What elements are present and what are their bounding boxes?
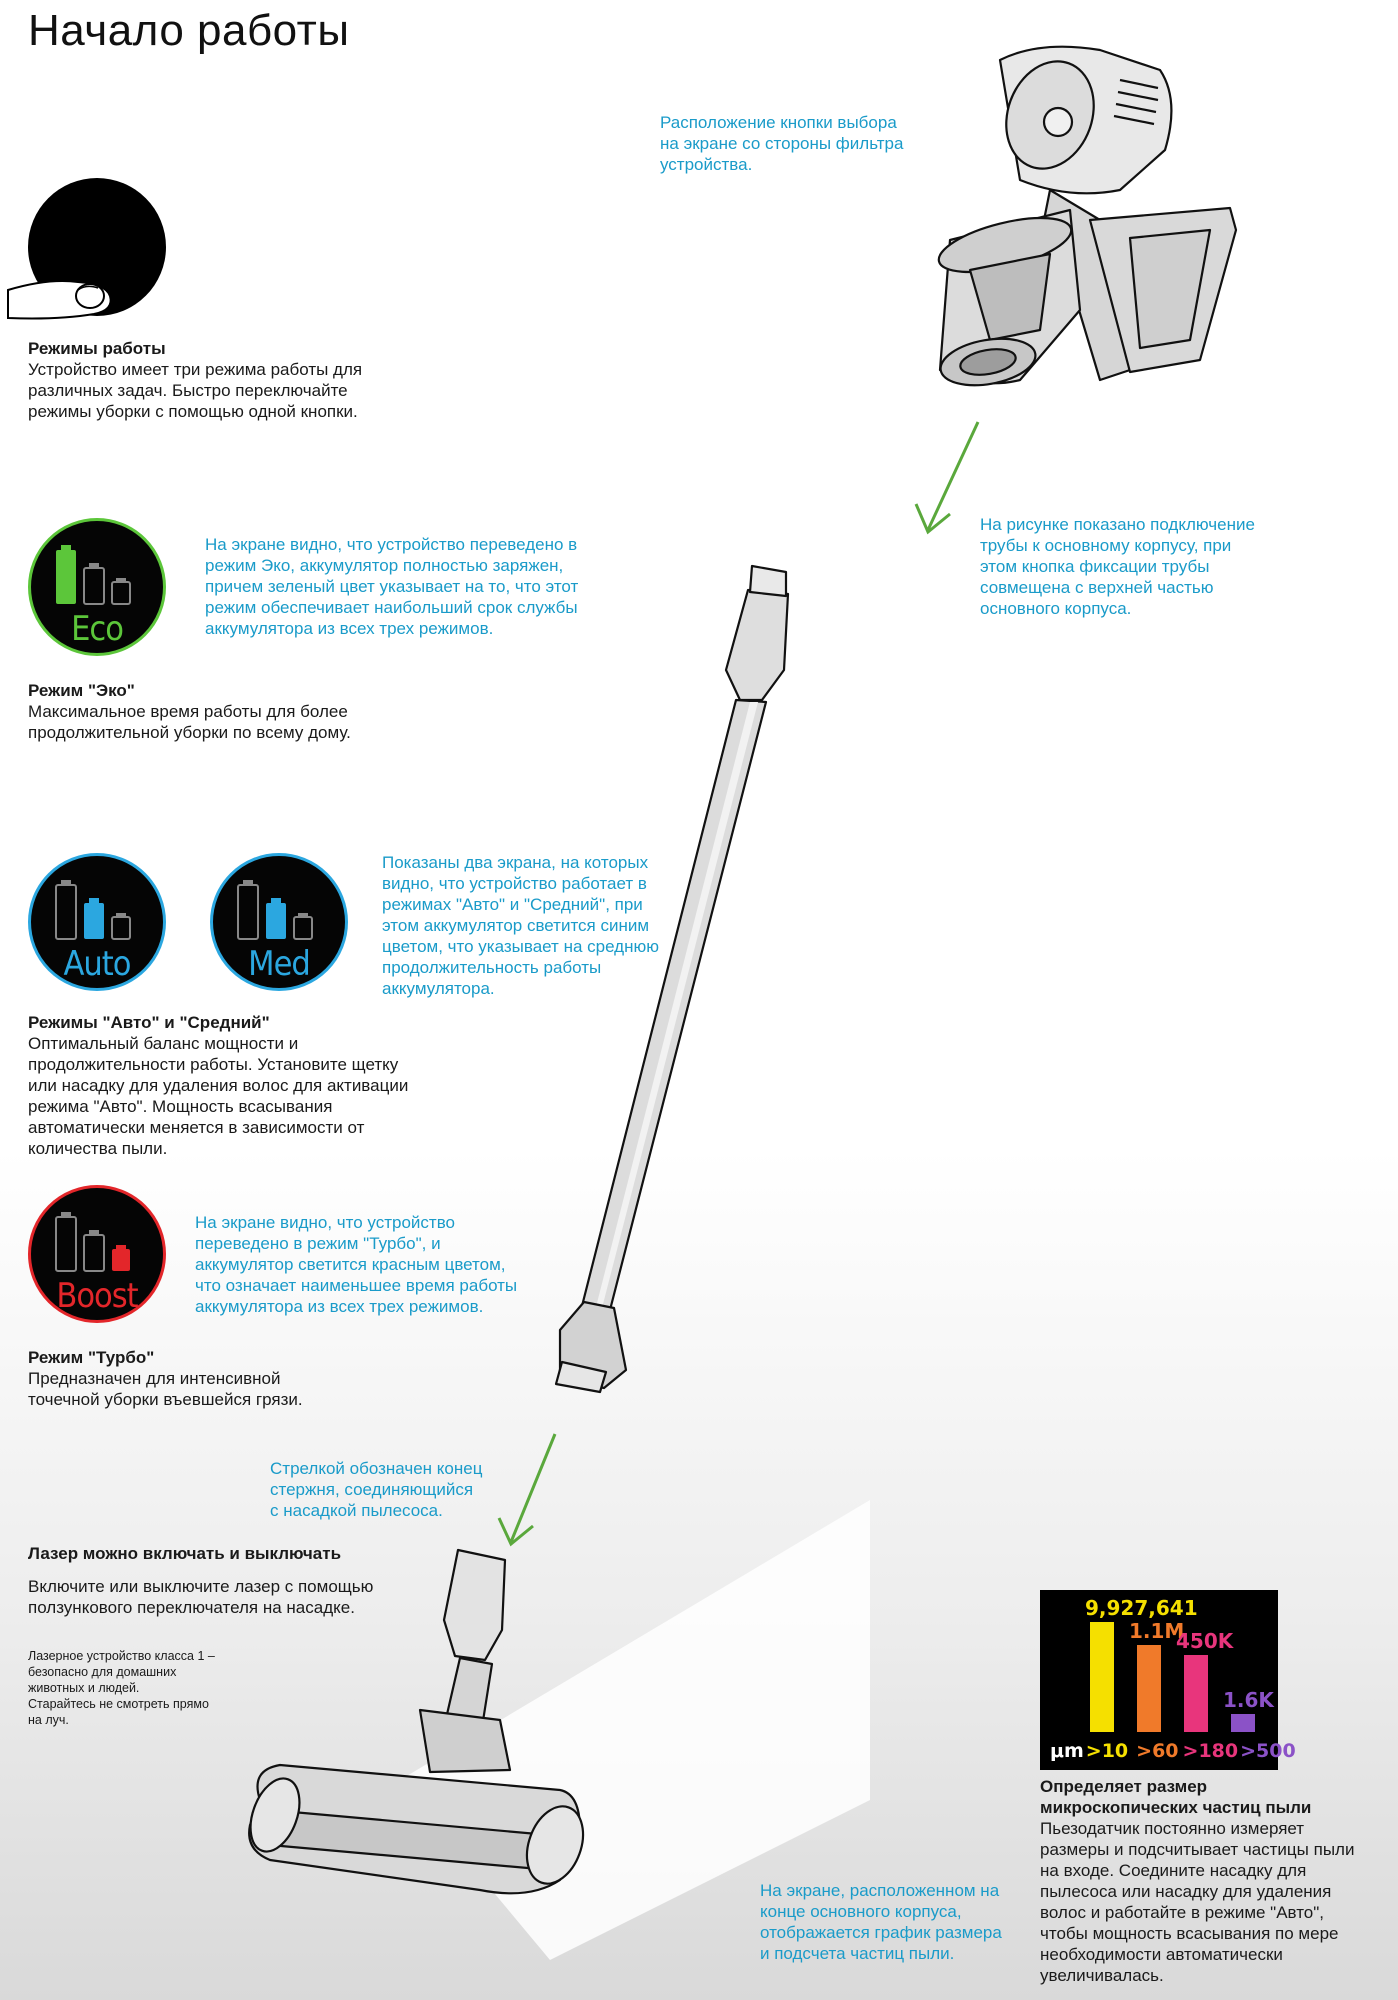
- boost-heading: Режим "Турбо": [28, 1348, 155, 1367]
- wand-caption-line-3: этом кнопка фиксации трубы: [980, 557, 1210, 576]
- boost-text-line-2: точечной уборки въевшейся грязи.: [28, 1390, 303, 1409]
- particles-heading-line-2: микроскопических частиц пыли: [1040, 1798, 1312, 1817]
- auto-med-text-line-2: продолжительности работы. Установите щетку: [28, 1055, 399, 1074]
- eco-mode-screen-icon: [28, 518, 166, 656]
- wand-caption-line-1: На рисунке показано подключение: [980, 515, 1255, 534]
- eco-caption-line-4: режим обеспечивает наибольший срок службы: [205, 598, 578, 617]
- green-arrow-icon: [910, 418, 990, 538]
- screen-caption-line-3: отображается график размера: [760, 1923, 1002, 1942]
- chart-category-3: >180: [1182, 1740, 1239, 1762]
- laser-safety-note: [28, 1648, 268, 1728]
- laser-note-line-5: на луч.: [28, 1713, 69, 1727]
- particle-count-chart: [1040, 1590, 1296, 1770]
- auto-med-caption-line-7: аккумулятора.: [382, 979, 495, 998]
- select-button-caption-line-1: Расположение кнопки выбора: [660, 113, 897, 132]
- chart-bar-2: [1137, 1645, 1161, 1732]
- auto-med-text-line-4: режима "Авто". Мощность всасывания: [28, 1097, 333, 1116]
- particles-text-line-2: размеры и подсчитывает частицы пыли: [1040, 1840, 1355, 1859]
- eco-text-line-1: Максимальное время работы для более: [28, 702, 348, 721]
- boost-text-line-1: Предназначен для интенсивной: [28, 1369, 281, 1388]
- wand-caption-line-4: совмещена с верхней частью: [980, 578, 1214, 597]
- auto-med-text-block: [28, 1012, 448, 1159]
- chart-category-1: >10: [1085, 1740, 1129, 1762]
- eco-text-block: [28, 680, 448, 743]
- particles-text-line-8: увеличивалась.: [1040, 1966, 1164, 1985]
- auto-label: Auto: [63, 944, 131, 984]
- screen-caption-line-4: и подсчета частиц пыли.: [760, 1944, 955, 1963]
- eco-heading: Режим "Эко": [28, 681, 135, 700]
- laser-text-block: [28, 1543, 448, 1618]
- eco-caption-line-1: На экране видно, что устройство переведено в: [205, 535, 578, 554]
- auto-med-caption-line-6: продолжительность работы: [382, 958, 602, 977]
- auto-med-caption-line-2: видно, что устройство работает в: [382, 874, 647, 893]
- particles-heading-line-1: Определяет размер: [1040, 1777, 1208, 1796]
- auto-med-heading: Режимы "Авто" и "Средний": [28, 1013, 270, 1032]
- vacuum-main-body-illustration: [900, 40, 1240, 420]
- med-label: Med: [248, 944, 310, 984]
- chart-bar-1: [1090, 1622, 1114, 1732]
- boost-caption-line-3: аккумулятор светится красным цветом,: [195, 1255, 506, 1274]
- auto-med-text-line-1: Оптимальный баланс мощности и: [28, 1034, 299, 1053]
- green-arrow-icon: [495, 1430, 565, 1550]
- boost-mode-screen-icon: [28, 1185, 166, 1323]
- chart-bar-3: [1184, 1655, 1208, 1732]
- laser-text-line-1: Включите или выключите лазер с помощью: [28, 1577, 374, 1596]
- particles-text-line-1: Пьезодатчик постоянно измеряет: [1040, 1819, 1305, 1838]
- auto-med-caption-line-4: этом аккумулятор светится синим: [382, 916, 650, 935]
- modes-text-line-3: режимы уборки с помощью одной кнопки.: [28, 402, 358, 421]
- boost-caption-line-4: что означает наименьшее время работы: [195, 1276, 518, 1295]
- eco-caption-line-2: режим Эко, аккумулятор полностью заряжен,: [205, 556, 564, 575]
- laser-note-line-1: Лазерное устройство класса 1 –: [28, 1649, 215, 1663]
- boost-text-block: [28, 1347, 448, 1410]
- particles-text-line-4: пылесоса или насадку для удаления: [1040, 1882, 1332, 1901]
- particles-text-line-7: необходимости автоматически: [1040, 1945, 1283, 1964]
- chart-value-label-3: 450K: [1176, 1629, 1234, 1653]
- modes-intro-block: [28, 338, 428, 422]
- auto-mode-screen-icon: [28, 853, 166, 991]
- eco-caption-line-3: причем зеленый цвет указывает на то, что этот: [205, 577, 579, 596]
- laser-note-line-4: Старайтесь не смотреть прямо: [28, 1697, 209, 1711]
- boost-label: Boost: [56, 1276, 138, 1316]
- auto-med-caption-line-3: режимах "Авто" и "Средний", при: [382, 895, 643, 914]
- chart-unit-label: μm: [1050, 1740, 1084, 1762]
- finger-icon: [28, 178, 168, 318]
- med-mode-screen-icon: [210, 853, 348, 991]
- auto-med-caption-line-1: Показаны два экрана, на которых: [382, 853, 649, 872]
- page-title: Начало работы: [28, 6, 350, 55]
- laser-text-line-2: ползункового переключателя на насадке.: [28, 1598, 355, 1617]
- particles-text-line-5: волос и работайте в режиме "Авто",: [1040, 1903, 1325, 1922]
- modes-text-line-2: различных задач. Быстро переключайте: [28, 381, 348, 400]
- boost-caption-line-1: На экране видно, что устройство: [195, 1213, 455, 1232]
- modes-text-line-1: Устройство имеет три режима работы для: [28, 360, 363, 379]
- eco-caption-line-5: аккумулятора из всех трех режимов.: [205, 619, 494, 638]
- arrow-caption-line-3: с насадкой пылесоса.: [270, 1501, 443, 1520]
- screen-caption-line-1: На экране, расположенном на: [760, 1881, 1000, 1900]
- auto-med-text-line-5: автоматически меняется в зависимости от: [28, 1118, 365, 1137]
- touch-screen-illustration: [28, 178, 168, 318]
- arrow-caption-line-1: Стрелкой обозначен конец: [270, 1459, 483, 1478]
- auto-med-text-line-3: или насадку для удаления волос для активации: [28, 1076, 409, 1095]
- vacuum-wand-illustration: [540, 550, 880, 1410]
- eco-label: Eco: [71, 609, 123, 649]
- chart-value-label-1: 9,927,641: [1085, 1596, 1198, 1620]
- chart-category-4: >500: [1240, 1740, 1296, 1762]
- arrow-caption-line-2: стержня, соединяющийся: [270, 1480, 474, 1499]
- chart-value-label-4: 1.6K: [1223, 1688, 1274, 1712]
- screen-caption-line-2: конце основного корпуса,: [760, 1902, 962, 1921]
- select-button-caption-line-3: устройства.: [660, 155, 753, 174]
- particles-text-line-6: чтобы мощность всасывания по мере: [1040, 1924, 1339, 1943]
- modes-heading: Режимы работы: [28, 339, 166, 358]
- wand-caption-line-2: трубы к основному корпусу, при: [980, 536, 1232, 555]
- select-button-caption-line-2: на экране со стороны фильтра: [660, 134, 904, 153]
- chart-category-2: >60: [1136, 1740, 1179, 1762]
- chart-bar-4: [1231, 1714, 1255, 1732]
- chart-axis-row: [1050, 1740, 1296, 1762]
- particles-text-line-3: на входе. Соедините насадку для: [1040, 1861, 1307, 1880]
- auto-med-text-line-6: количества пыли.: [28, 1139, 168, 1158]
- laser-note-line-2: безопасно для домашних: [28, 1665, 177, 1679]
- boost-caption-line-2: переведено в режим "Турбо", и: [195, 1234, 441, 1253]
- wand-caption-line-5: основного корпуса.: [980, 599, 1132, 618]
- laser-note-line-3: животных и людей.: [28, 1681, 140, 1695]
- eco-text-line-2: продолжительной уборки по всему дому.: [28, 723, 351, 742]
- boost-caption-line-5: аккумулятора из всех трех режимов.: [195, 1297, 484, 1316]
- boost-caption: [195, 1212, 575, 1317]
- laser-heading: Лазер можно включать и выключать: [28, 1544, 342, 1563]
- particles-text-block: [1040, 1776, 1370, 1986]
- wand-caption: [980, 514, 1310, 619]
- chart-value-label-2: 1.1M: [1129, 1619, 1185, 1643]
- screen-caption: [760, 1880, 1050, 1964]
- auto-med-caption-line-5: цветом, что указывает на среднюю: [382, 937, 659, 956]
